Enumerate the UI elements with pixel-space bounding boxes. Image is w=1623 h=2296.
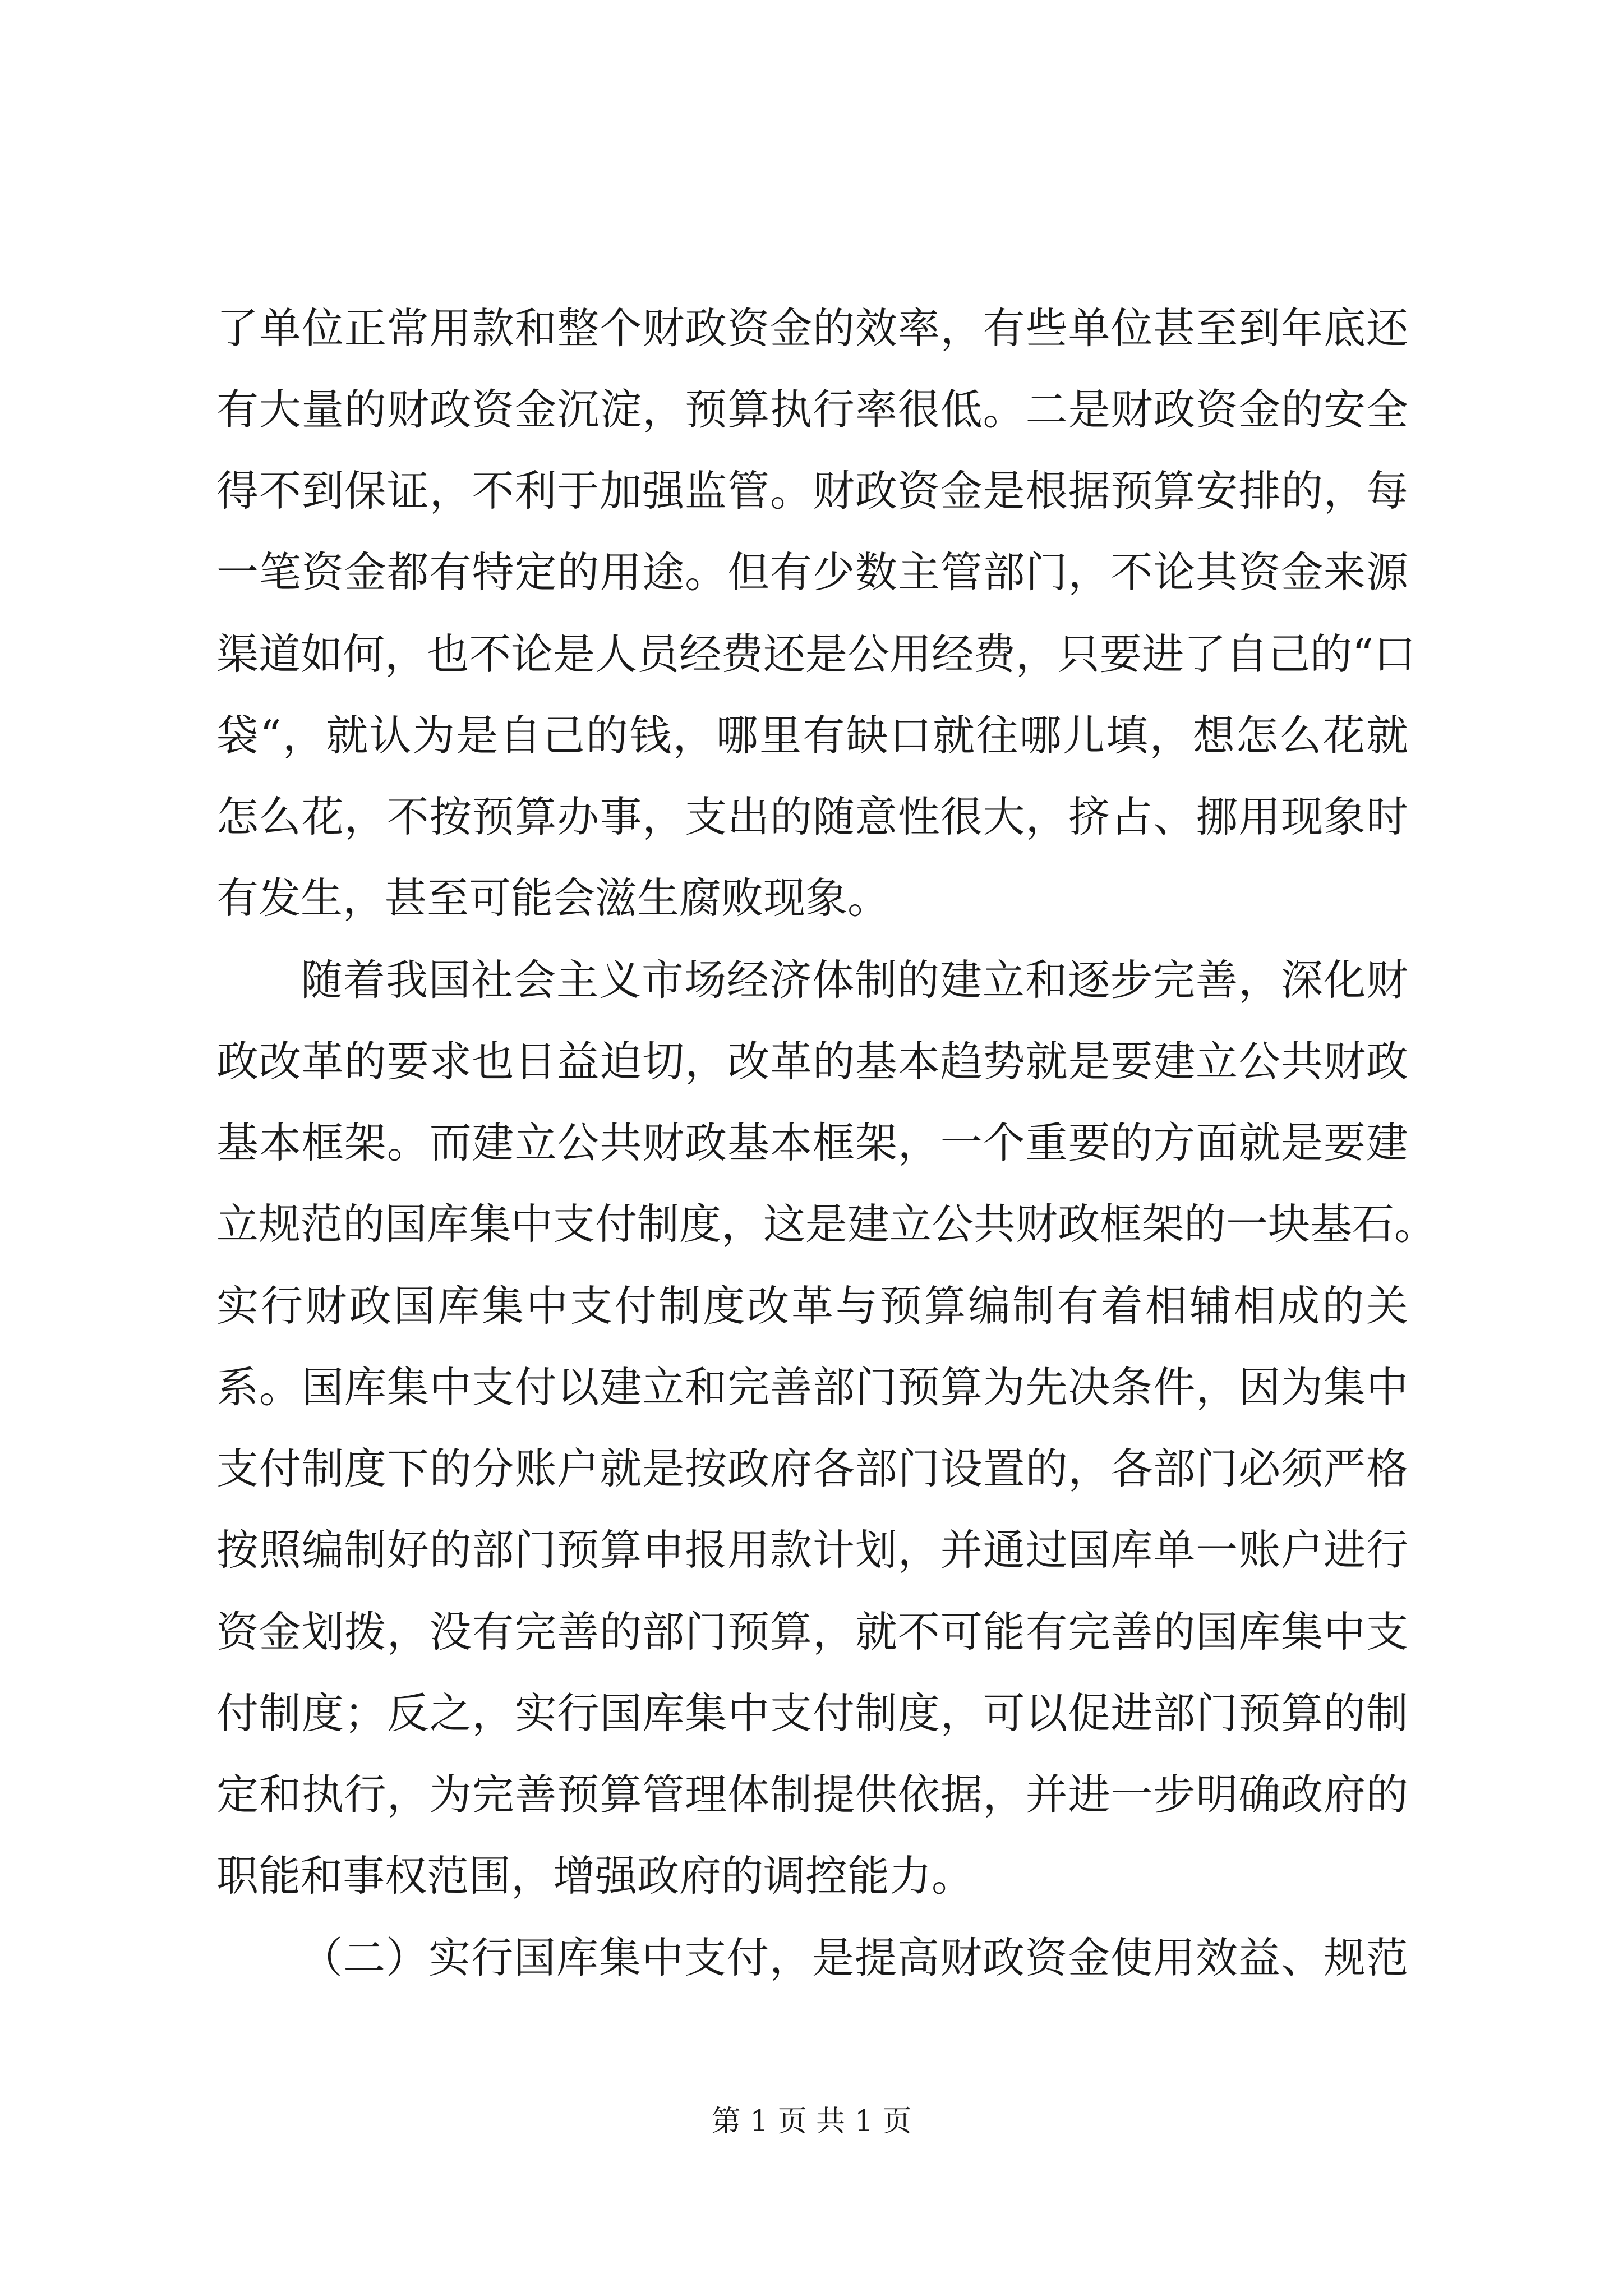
section-heading-line: （二）实行国库集中支付，是提高财政资金使用效益、规范: [301, 1933, 1408, 1982]
text-line: 袋“，就认为是自己的钱，哪里有缺口就往哪儿填，想怎么花就: [216, 711, 1408, 760]
text-line: 有大量的财政资金沉淀，预算执行率很低。二是财政资金的安全: [216, 385, 1408, 434]
text-line: 基本框架。而建立公共财政基本框架，一个重要的方面就是要建: [216, 1118, 1408, 1167]
text-line: 了单位正常用款和整个财政资金的效率，有些单位甚至到年底还: [216, 303, 1408, 353]
text-line: 一笔资金都有特定的用途。但有少数主管部门，不论其资金来源: [216, 547, 1408, 597]
text-line: 付制度；反之，实行国库集中支付制度，可以促进部门预算的制: [216, 1688, 1408, 1738]
text-line: 立规范的国库集中支付制度，这是建立公共财政框架的一块基石。: [216, 1199, 1437, 1249]
text-line: 按照编制好的部门预算申报用款计划，并通过国库单一账户进行: [216, 1525, 1408, 1575]
text-line: 有发生，甚至可能会滋生腐败现象。: [216, 873, 890, 923]
text-line: 渠道如何，也不论是人员经费还是公用经费，只要进了自己的“口: [216, 629, 1416, 679]
text-line: 职能和事权范围，增强政府的调控能力。: [216, 1851, 974, 1901]
text-line: 定和执行，为完善预算管理体制提供依据，并进一步明确政府的: [216, 1770, 1408, 1819]
text-line: 支付制度下的分账户就是按政府各部门设置的，各部门必须严格: [216, 1444, 1408, 1493]
text-line: 资金划拨，没有完善的部门预算，就不可能有完善的国库集中支: [216, 1607, 1408, 1657]
text-line: 得不到保证，不利于加强监管。财政资金是根据预算安排的，每: [216, 466, 1408, 516]
text-line: 政改革的要求也日益迫切，改革的基本趋势就是要建立公共财政: [216, 1037, 1408, 1086]
text-line: 怎么花，不按预算办事，支出的随意性很大，挤占、挪用现象时: [216, 792, 1408, 841]
page-number-footer: 第 1 页 共 1 页: [711, 2105, 912, 2138]
paragraph-first-line: 随着我国社会主义市场经济体制的建立和逐步完善，深化财: [301, 955, 1408, 1005]
text-line: 实行财政国库集中支付制度改革与预算编制有着相辅相成的关: [216, 1281, 1408, 1331]
text-line: 系。国库集中支付以建立和完善部门预算为先决条件，因为集中: [216, 1363, 1408, 1412]
